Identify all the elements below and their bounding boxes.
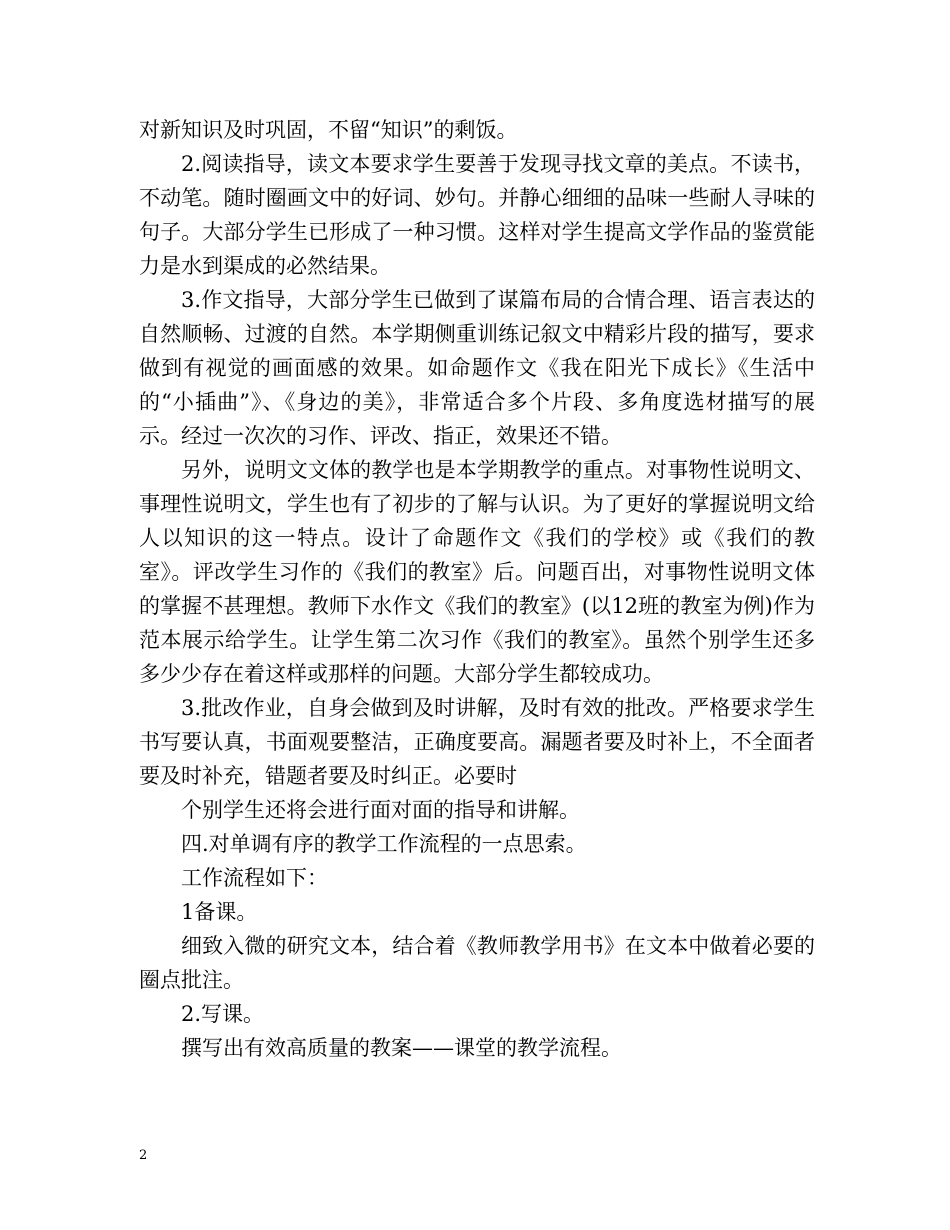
paragraph: 个别学生还将会进行面对面的指导和讲解。 — [181, 798, 580, 822]
paragraph: 另外，说明文文体的教学也是本学期教学的重点。对事物性说明文、事理性说明文，学生也有了初步的了解与认识。为了更好的掌握说明文给人以知识的这一特点。设计了命题作文《我们的学校》或《我们的教室》。评改学生习作的《我们的教室》后。问题百出，对事物性说明文体的掌握不甚理想。教师下水作文《我们的教室》(以12班的教室为例)作为范本展示给学生。让学生第二次习作《我们的教室》。虽然个别学生还多多少少存在着这样或那样的问题。大部分学生都较成功。 — [139, 458, 815, 686]
paragraph: 四.对单调有序的教学工作流程的一点思索。 — [181, 832, 587, 856]
paragraph: 1备课。 — [181, 900, 258, 924]
paragraph: 细致入微的研究文本，结合着《教师教学用书》在文本中做着必要的圈点批注。 — [139, 934, 815, 992]
paragraph: 2.阅读指导，读文本要求学生要善于发现寻找文章的美点。不读书，不动笔。随时圈画文中的好词、妙句。并静心细细的品味一些耐人寻味的句子。大部分学生已形成了一种习惯。这样对学生提高文学作品的鉴赏能力是水到渠成的必然结果。 — [139, 152, 815, 278]
paragraph: 3.批改作业，自身会做到及时讲解，及时有效的批改。严格要求学生书写要认真，书面观要整洁，正确度要高。漏题者要及时补上，不全面者要及时补充，错题者要及时纠正。必要时 — [139, 696, 815, 788]
paragraph: 对新知识及时巩固，不留“知识”的剩饭。 — [139, 118, 518, 142]
paragraph: 工作流程如下： — [181, 866, 328, 890]
document-body — [139, 113, 815, 1065]
paragraph: 3.作文指导，大部分学生已做到了谋篇布局的合情合理、语言表达的自然顺畅、过渡的自然。本学期侧重训练记叙文中精彩片段的描写，要求做到有视觉的画面感的效果。如命题作文《我在阳光下成长》《生活中的“小插曲”》、《身边的美》，非常适合多个片段、多角度选材描写的展示。经过一次次的习作、评改、指正，效果还不错。 — [139, 288, 815, 448]
page-number: 2 — [139, 1148, 148, 1163]
paragraph: 撰写出有效高质量的教案——课堂的教学流程。 — [181, 1036, 622, 1060]
paragraph: 2.写课。 — [181, 1002, 265, 1026]
